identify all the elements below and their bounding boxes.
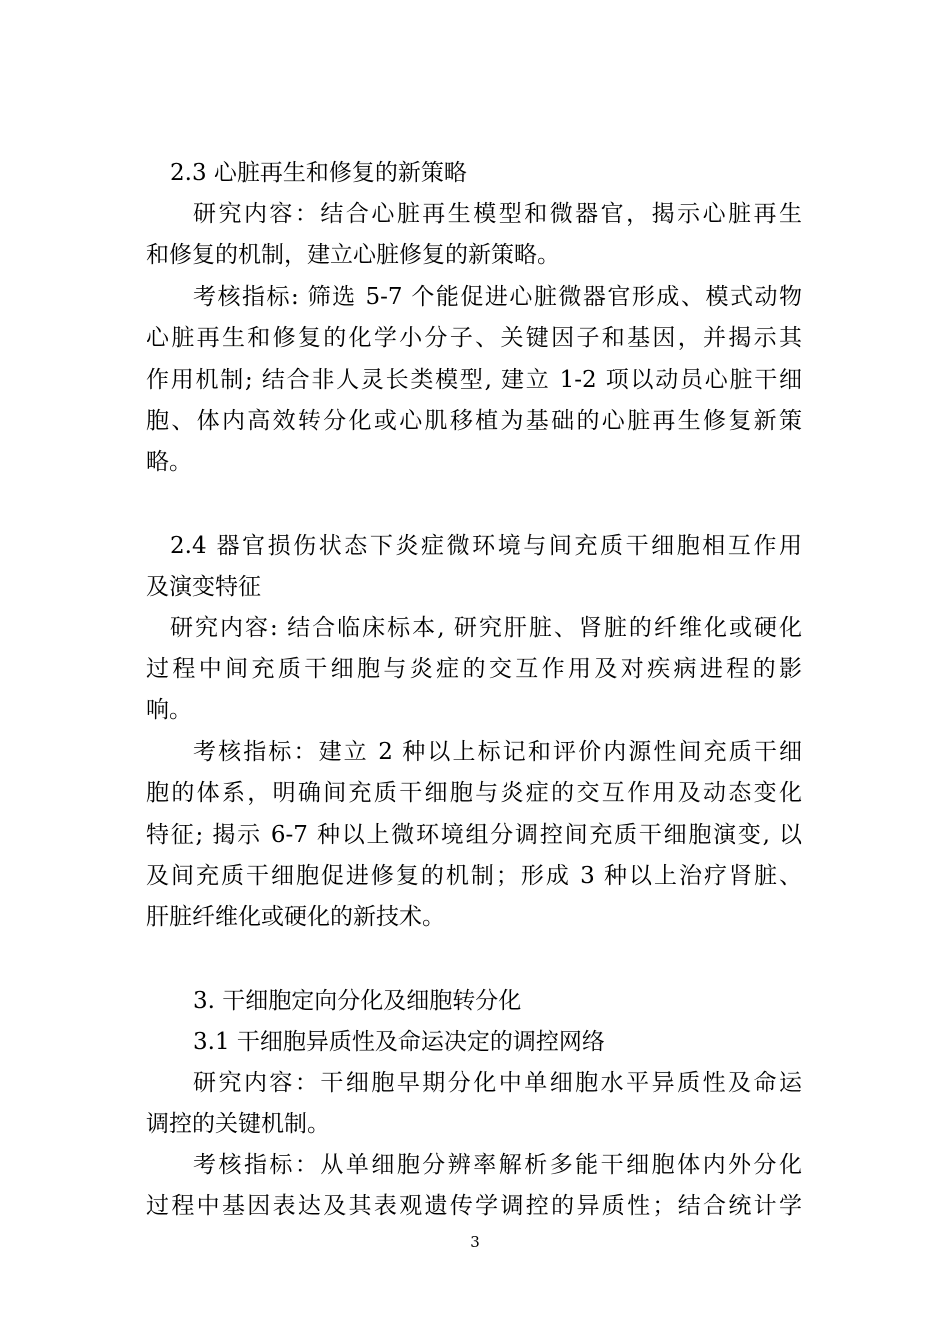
section-2-3-kpi-line-5: 略。 xyxy=(146,449,192,475)
section-3-1-heading: 3.1 干细胞异质性及命运决定的调控网络 xyxy=(193,1029,605,1055)
section-2-3-kpi-line-3: 作用机制; 结合非人灵长类模型, 建立 1-2 项以动员心脏干细 xyxy=(146,367,802,393)
section-2-4-research-content-line-3: 响。 xyxy=(146,697,192,723)
section-3-1-kpi-line-1: 考核指标：从单细胞分辨率解析多能干细胞体内外分化 xyxy=(193,1152,802,1178)
page-number: 3 xyxy=(470,1233,480,1251)
section-2-3-kpi-line-2: 心脏再生和修复的化学小分子、关键因子和基因，并揭示其 xyxy=(146,325,802,351)
section-3-heading: 3. 干细胞定向分化及细胞转分化 xyxy=(193,988,522,1014)
section-2-4-research-content-line-2: 过程中间充质干细胞与炎症的交互作用及对疾病进程的影 xyxy=(146,656,802,682)
section-2-4-heading-line-2: 及演变特征 xyxy=(146,574,261,600)
section-2-4-kpi-line-5: 肝脏纤维化或硬化的新技术。 xyxy=(146,904,445,930)
section-2-4-kpi-line-1: 考核指标：建立 2 种以上标记和评价内源性间充质干细 xyxy=(193,739,802,765)
section-3-1-research-content-line-2: 调控的关键机制。 xyxy=(146,1111,330,1137)
section-2-3-kpi-line-4: 胞、体内高效转分化或心肌移植为基础的心脏再生修复新策 xyxy=(146,408,802,434)
section-3-1-kpi-line-2: 过程中基因表达及其表观遗传学调控的异质性；结合统计学 xyxy=(146,1193,802,1219)
section-2-4-research-content-line-1: 研究内容: 结合临床标本, 研究肝脏、肾脏的纤维化或硬化 xyxy=(170,615,802,641)
section-3-1-research-content-line-1: 研究内容：干细胞早期分化中单细胞水平异质性及命运 xyxy=(193,1070,802,1096)
section-2-4-heading-line-1: 2.4 器官损伤状态下炎症微环境与间充质干细胞相互作用 xyxy=(170,533,802,559)
section-2-4-kpi-line-4: 及间充质干细胞促进修复的机制；形成 3 种以上治疗肾脏、 xyxy=(146,863,802,889)
section-2-3-research-content-line-2: 和修复的机制，建立心脏修复的新策略。 xyxy=(146,242,560,268)
section-2-3-kpi-line-1: 考核指标: 筛选 5-7 个能促进心脏微器官形成、模式动物 xyxy=(193,284,802,310)
section-2-3-research-content-line-1: 研究内容：结合心脏再生模型和微器官，揭示心脏再生 xyxy=(193,201,802,227)
section-2-3-heading: 2.3 心脏再生和修复的新策略 xyxy=(170,160,467,186)
section-2-4-kpi-line-2: 胞的体系，明确间充质干细胞与炎症的交互作用及动态变化 xyxy=(146,780,802,806)
section-2-4-kpi-line-3: 特征; 揭示 6-7 种以上微环境组分调控间充质干细胞演变, 以 xyxy=(146,822,802,848)
